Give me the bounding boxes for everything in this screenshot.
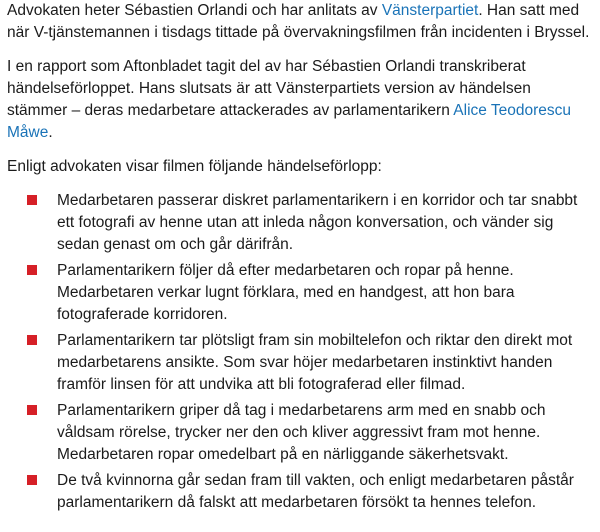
list-item-text: Parlamentarikern griper då tag i medarbetarens arm med en snabb och våldsam rörelse, trycker ner den och kliver aggressivt fram mot henne. Medarbetaren ropar omedelbart på en närliggande säkerhetsvakt. <box>57 402 546 463</box>
text-segment: . Han satt med när V-tjänstemannen i tisdags tittade på övervakningsfilmen från incidenten i Bryssel. <box>7 2 590 41</box>
list-item <box>27 190 593 256</box>
list-item <box>27 400 593 466</box>
text-segment: I en rapport som Aftonbladet tagit del av har Sébastien Orlandi transkriberat händelseförloppet. Hans slutsats är att Vänsterpartiets version av händelsen stämmer – deras medarbetare attackerades av parlamentarikern <box>7 58 531 119</box>
text-segment: . <box>48 124 53 141</box>
link-vansterpartiet[interactable]: Vänsterpartiet <box>381 2 479 19</box>
list-item <box>27 330 593 396</box>
list-item <box>27 470 593 514</box>
link-alice-teodorescu-mawe[interactable]: Alice Teodorescu Måwe <box>7 102 572 141</box>
paragraph-lawyer <box>7 0 593 44</box>
square-bullet-icon <box>27 335 37 345</box>
list-item-text: Parlamentarikern följer då efter medarbetaren och ropar på henne. Medarbetaren verkar lugnt förklara, med en handgest, att hon bara fotograferade korridoren. <box>57 262 515 323</box>
square-bullet-icon <box>27 265 37 275</box>
square-bullet-icon <box>27 405 37 415</box>
list-item-text: Parlamentarikern tar plötsligt fram sin mobiltelefon och riktar den direkt mot medarbetarens ansikte. Som svar höjer medarbetaren instinktivt handen framför linsen för att undvika att bli fotograferad eller filmad. <box>57 332 573 393</box>
list-item-text: Medarbetaren passerar diskret parlamentarikern i en korridor och tar snabbt ett fotografi av henne utan att inleda någon konversation, och vänder sig sedan genast om och går därifrån. <box>57 192 578 253</box>
paragraph-report <box>7 56 593 144</box>
event-list <box>7 190 593 514</box>
square-bullet-icon <box>27 475 37 485</box>
square-bullet-icon <box>27 195 37 205</box>
text-segment: Advokaten heter Sébastien Orlandi och har anlitats av <box>7 2 382 19</box>
paragraph-intro-list: Enligt advokaten visar filmen följande händelseförlopp: <box>7 158 382 175</box>
list-item <box>27 260 593 326</box>
list-item-text: De två kvinnorna går sedan fram till vakten, och enligt medarbetaren påstår parlamentarikern då falskt att medarbetaren försökt ta hennes telefon. <box>57 472 574 511</box>
